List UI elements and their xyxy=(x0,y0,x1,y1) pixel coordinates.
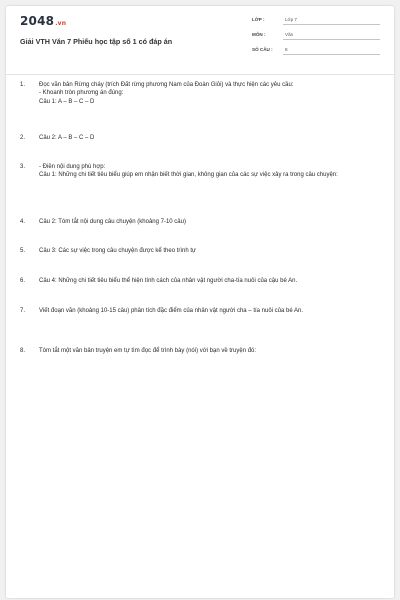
question-text: - Điền nội dung phù hợp: xyxy=(39,164,106,170)
question-item-4 xyxy=(20,218,380,226)
question-item-7 xyxy=(20,307,380,315)
question-number: 8. xyxy=(20,348,26,354)
question-text: Câu 2: A – B – C – D xyxy=(39,135,95,141)
question-number: 1. xyxy=(20,82,26,88)
question-number: 5. xyxy=(20,248,26,254)
meta-row-class xyxy=(252,15,380,27)
question-subline: Câu 1: Những chi tiết tiêu biểu giúp em nhận biết thời gian, không gian của các sự việc xảy ra trong câu chuyện: xyxy=(39,172,338,179)
meta-label-question-count: SỐ CÂU : xyxy=(252,47,273,52)
document-header xyxy=(6,6,394,74)
header-divider xyxy=(6,74,394,75)
question-number: 3. xyxy=(20,164,26,170)
question-item-6 xyxy=(20,277,380,285)
meta-row-subject xyxy=(252,30,380,42)
question-number: 7. xyxy=(20,308,26,314)
question-text: Câu 2: Tóm tắt nội dung câu chuyện (khoảng 7-10 câu) xyxy=(39,219,186,225)
meta-value-subject: Văn xyxy=(283,32,380,40)
question-item-5 xyxy=(20,247,380,255)
question-number: 4. xyxy=(20,219,26,225)
meta-label-subject: MÔN : xyxy=(252,32,266,37)
meta-label-class: LỚP : xyxy=(252,17,265,22)
meta-value-question-count: 8 xyxy=(283,47,380,55)
question-item-3 xyxy=(20,163,380,180)
document-title: Giải VTH Văn 7 Phiếu học tập số 1 có đáp án xyxy=(20,37,173,46)
question-item-1 xyxy=(20,81,380,106)
question-text: Câu 3: Các sự việc trong câu chuyện được kể theo trình tự xyxy=(39,248,197,254)
question-text: Đọc văn bản Rừng cháy (trích Đất rừng phương Nam của Đoàn Giỏi) và thực hiện các yêu cầu: xyxy=(39,82,294,88)
question-number: 6. xyxy=(20,278,26,284)
document-page xyxy=(6,6,394,598)
question-text: Câu 4: Những chi tiết tiêu biểu thể hiện tính cách của nhân vật người cha-tía nuôi của cậu bé An. xyxy=(39,278,298,284)
meta-row-question-count xyxy=(252,45,380,57)
question-text: Viết đoạn văn (khoảng 10-15 câu) phân tích đặc điểm của nhân vật người cha – tía nuôi của bé An. xyxy=(39,308,304,314)
question-text: Tóm tắt một văn bản truyện em tự tìm đọc để trình bày (nói) với bạn về truyện đó: xyxy=(39,348,257,354)
question-number: 2. xyxy=(20,135,26,141)
site-logo[interactable] xyxy=(20,14,66,28)
question-subline: - Khoanh tròn phương án đúng: xyxy=(39,90,124,97)
question-item-8 xyxy=(20,347,380,355)
logo-main-text: 2048 xyxy=(20,14,55,28)
logo-suffix-text: .vn xyxy=(55,20,67,27)
question-item-2 xyxy=(20,134,380,142)
meta-value-class: Lớp 7 xyxy=(283,17,380,25)
question-subline: Câu 1: A – B – C – D xyxy=(39,98,95,105)
